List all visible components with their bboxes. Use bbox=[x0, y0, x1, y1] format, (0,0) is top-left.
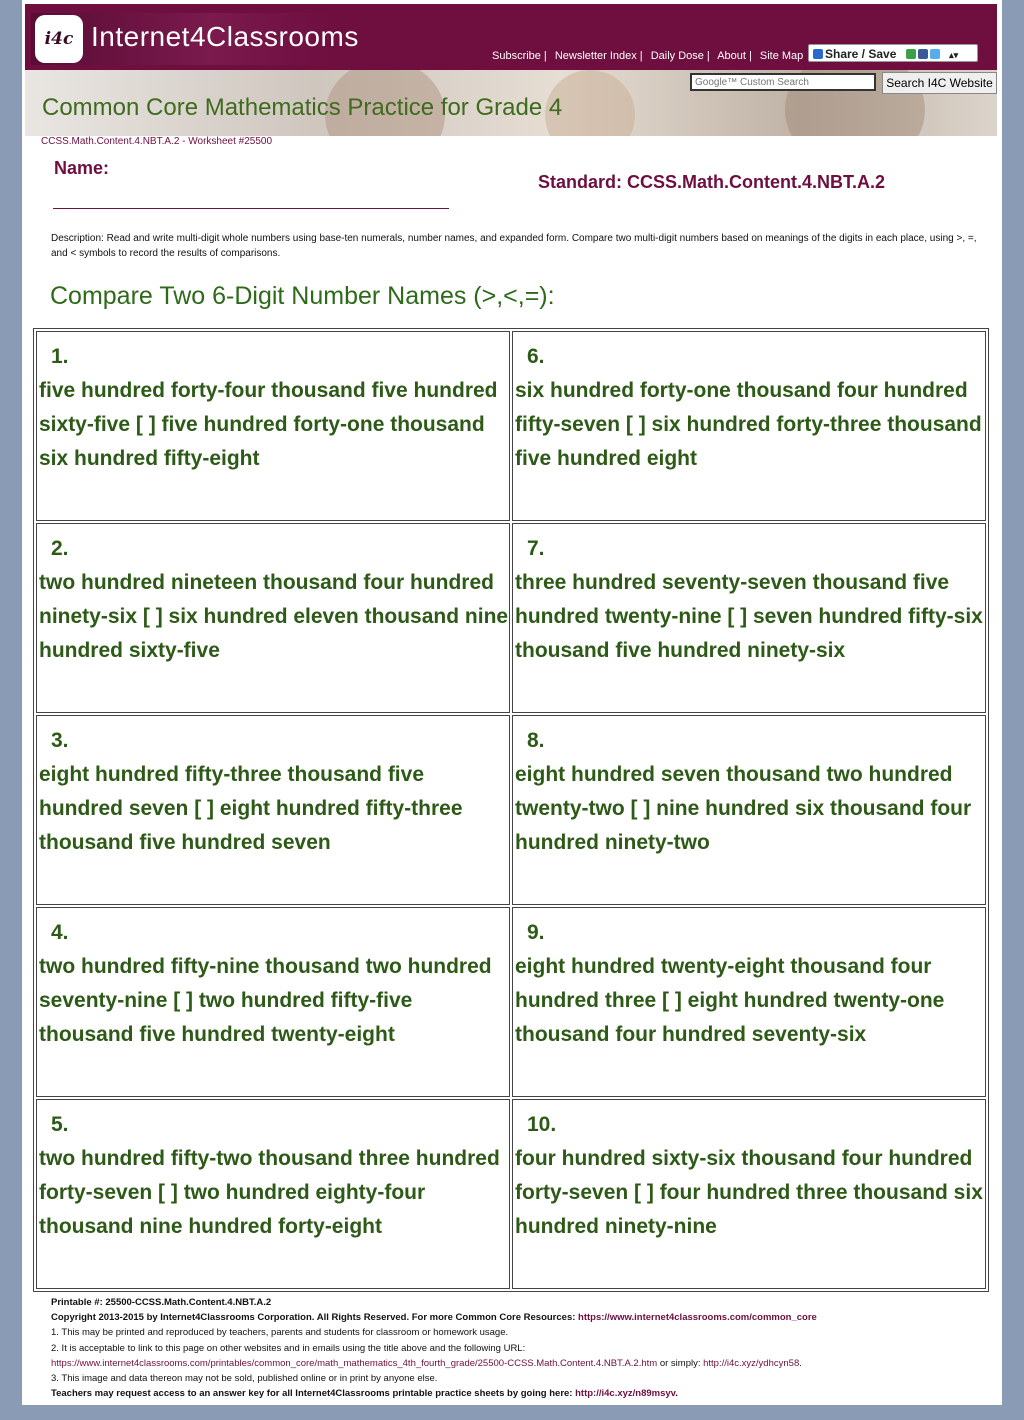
site-header bbox=[25, 4, 997, 70]
question-cell bbox=[512, 523, 986, 713]
common-core-link[interactable]: https://www.internet4classrooms.com/common_core bbox=[578, 1312, 817, 1324]
answer-key-link[interactable]: http://i4c.xyz/n89msyv bbox=[575, 1388, 676, 1400]
name-label: Name: bbox=[54, 158, 110, 178]
nav-link-newsletter-index[interactable]: Newsletter Index bbox=[554, 50, 637, 62]
question-cell bbox=[36, 331, 510, 521]
nav-link-about[interactable]: About bbox=[717, 50, 746, 62]
worksheet-code: CCSS.Math.Content.4.NBT.A.2 - Worksheet #25500 bbox=[41, 136, 273, 147]
question-text: five hundred forty-four thousand five hundred sixty-five [ ] five hundred forty-one thousand six hundred fifty-eight bbox=[39, 379, 498, 470]
copyright-line bbox=[51, 1310, 1001, 1325]
question-number: 2. bbox=[51, 537, 69, 560]
question-text: two hundred fifty-nine thousand two hundred seventy-nine [ ] two hundred fifty-five thousand five hundred twenty-eight bbox=[39, 955, 492, 1046]
page-title: Common Core Mathematics Practice for Grade 4 bbox=[42, 94, 563, 121]
question-number: 4. bbox=[51, 921, 69, 944]
question-cell bbox=[36, 715, 510, 905]
i4c-logo-icon: i4c bbox=[35, 15, 83, 63]
question-text: eight hundred twenty-eight thousand four hundred three [ ] eight hundred twenty-one thousand four hundred seventy-six bbox=[515, 955, 945, 1046]
nav-link-site-map[interactable]: Site Map bbox=[759, 50, 804, 62]
question-number: 6. bbox=[527, 345, 545, 368]
share-plus-icon bbox=[813, 49, 823, 59]
question-cell bbox=[36, 523, 510, 713]
question-text: eight hundred seven thousand two hundred twenty-two [ ] nine hundred six thousand four hundred ninety-two bbox=[515, 763, 972, 854]
question-number: 7. bbox=[527, 537, 545, 560]
question-number: 10. bbox=[527, 1113, 557, 1136]
site-name: Internet4Classrooms bbox=[91, 21, 359, 52]
url-or-text: or simply: bbox=[659, 1357, 701, 1369]
question-text: three hundred seventy-seven thousand five hundred twenty-nine [ ] seven hundred fifty-six thousand five hundred ninety-six bbox=[515, 571, 983, 662]
copyright-text: Copyright 2013-2015 by Internet4Classrooms Corporation. All Rights Reserved. For more Common Core Resources: bbox=[51, 1312, 576, 1324]
question-text: two hundred fifty-two thousand three hundred forty-seven [ ] two hundred eighty-four thousand nine hundred forty-eight bbox=[39, 1147, 500, 1238]
answer-key-text: Teachers may request access to an answer key for all Internet4Classrooms printable practice sheets by going here: bbox=[51, 1388, 573, 1400]
question-number: 5. bbox=[51, 1113, 69, 1136]
question-number: 1. bbox=[51, 345, 69, 368]
site-logo[interactable] bbox=[31, 13, 359, 65]
long-url-link[interactable]: https://www.internet4classrooms.com/printables/common_core/math_mathematics_4th_fourth_grade/25500-CCSS.Math.Content.4.NBT.A.2.htm bbox=[51, 1357, 658, 1369]
question-cell bbox=[512, 907, 986, 1097]
answer-key-line: Teachers may request access to an answer key for all Internet4Classrooms printable practice sheets by going here: http://i4c.xyz/n89msyv. bbox=[51, 1388, 678, 1400]
chevron-updown-icon: ▴▾ bbox=[949, 50, 959, 60]
section-title: Compare Two 6-Digit Number Names (>,<,=): bbox=[50, 282, 555, 310]
banner bbox=[25, 70, 997, 136]
question-cell bbox=[36, 1099, 510, 1289]
usage-line-3: 3. This image and data thereon may not be sold, published online or in print by anyone else. bbox=[51, 1373, 438, 1385]
twitter-icon bbox=[930, 49, 940, 59]
question-cell bbox=[512, 331, 986, 521]
printable-number: Printable #: 25500-CCSS.Math.Content.4.NBT.A.2 bbox=[51, 1297, 272, 1308]
question-cell bbox=[512, 715, 986, 905]
nav-link-subscribe[interactable]: Subscribe bbox=[492, 50, 541, 62]
share-save-button[interactable] bbox=[808, 44, 978, 62]
question-number: 9. bbox=[527, 921, 545, 944]
question-cell bbox=[36, 907, 510, 1097]
nav-link-daily-dose[interactable]: Daily Dose bbox=[650, 50, 704, 62]
description: Description: Read and write multi-digit whole numbers using base-ten numerals, number names, and expanded form. Compare two multi-digit numbers based on meanings of the digits in each place, using >, =, and < symbols to record the results of comparisons. bbox=[51, 233, 977, 259]
question-grid bbox=[33, 328, 989, 1292]
question-number: 3. bbox=[51, 729, 69, 752]
usage-line-1: 1. This may be printed and reproduced by teachers, parents and students for classroom or homework usage. bbox=[51, 1327, 509, 1339]
question-text: four hundred sixty-six thousand four hundred forty-seven [ ] four hundred three thousand six hundred ninety-nine bbox=[515, 1147, 983, 1238]
question-text: eight hundred fifty-three thousand five hundred seven [ ] eight hundred fifty-three thousand five hundred seven bbox=[39, 763, 463, 854]
question-text: six hundred forty-one thousand four hundred fifty-seven [ ] six hundred forty-three thousand five hundred eight bbox=[515, 379, 982, 470]
share-label: Share / Save bbox=[825, 47, 897, 61]
question-number: 8. bbox=[527, 729, 545, 752]
short-url-link[interactable]: http://i4c.xyz/ydhcyn58 bbox=[703, 1357, 800, 1369]
usage-line-2: 2. It is acceptable to link to this page on other websites and in emails using the title above and the following URL: bbox=[51, 1342, 526, 1354]
facebook-icon bbox=[918, 49, 928, 59]
search-input[interactable] bbox=[690, 73, 876, 91]
search-button[interactable]: Search I4C Website bbox=[882, 72, 997, 94]
url-line: https://www.internet4classrooms.com/printables/common_core/math_mathematics_4th_fourth_grade/25500-CCSS.Math.Content.4.NBT.A.2.htm or simply: http://i4c.xyz/ydhcyn58. bbox=[51, 1357, 802, 1369]
question-cell bbox=[512, 1099, 986, 1289]
footer bbox=[51, 1295, 1001, 1401]
question-text: two hundred nineteen thousand four hundred ninety-six [ ] six hundred eleven thousand nine hundred sixty-five bbox=[39, 571, 509, 662]
standard-label: Standard: CCSS.Math.Content.4.NBT.A.2 bbox=[538, 172, 886, 192]
top-nav: Subscribe | Newsletter Index | Daily Dose | About | Site Map bbox=[492, 50, 804, 62]
name-line bbox=[53, 208, 449, 209]
share-email-icon bbox=[906, 49, 916, 59]
worksheet-page bbox=[22, 0, 1002, 1405]
